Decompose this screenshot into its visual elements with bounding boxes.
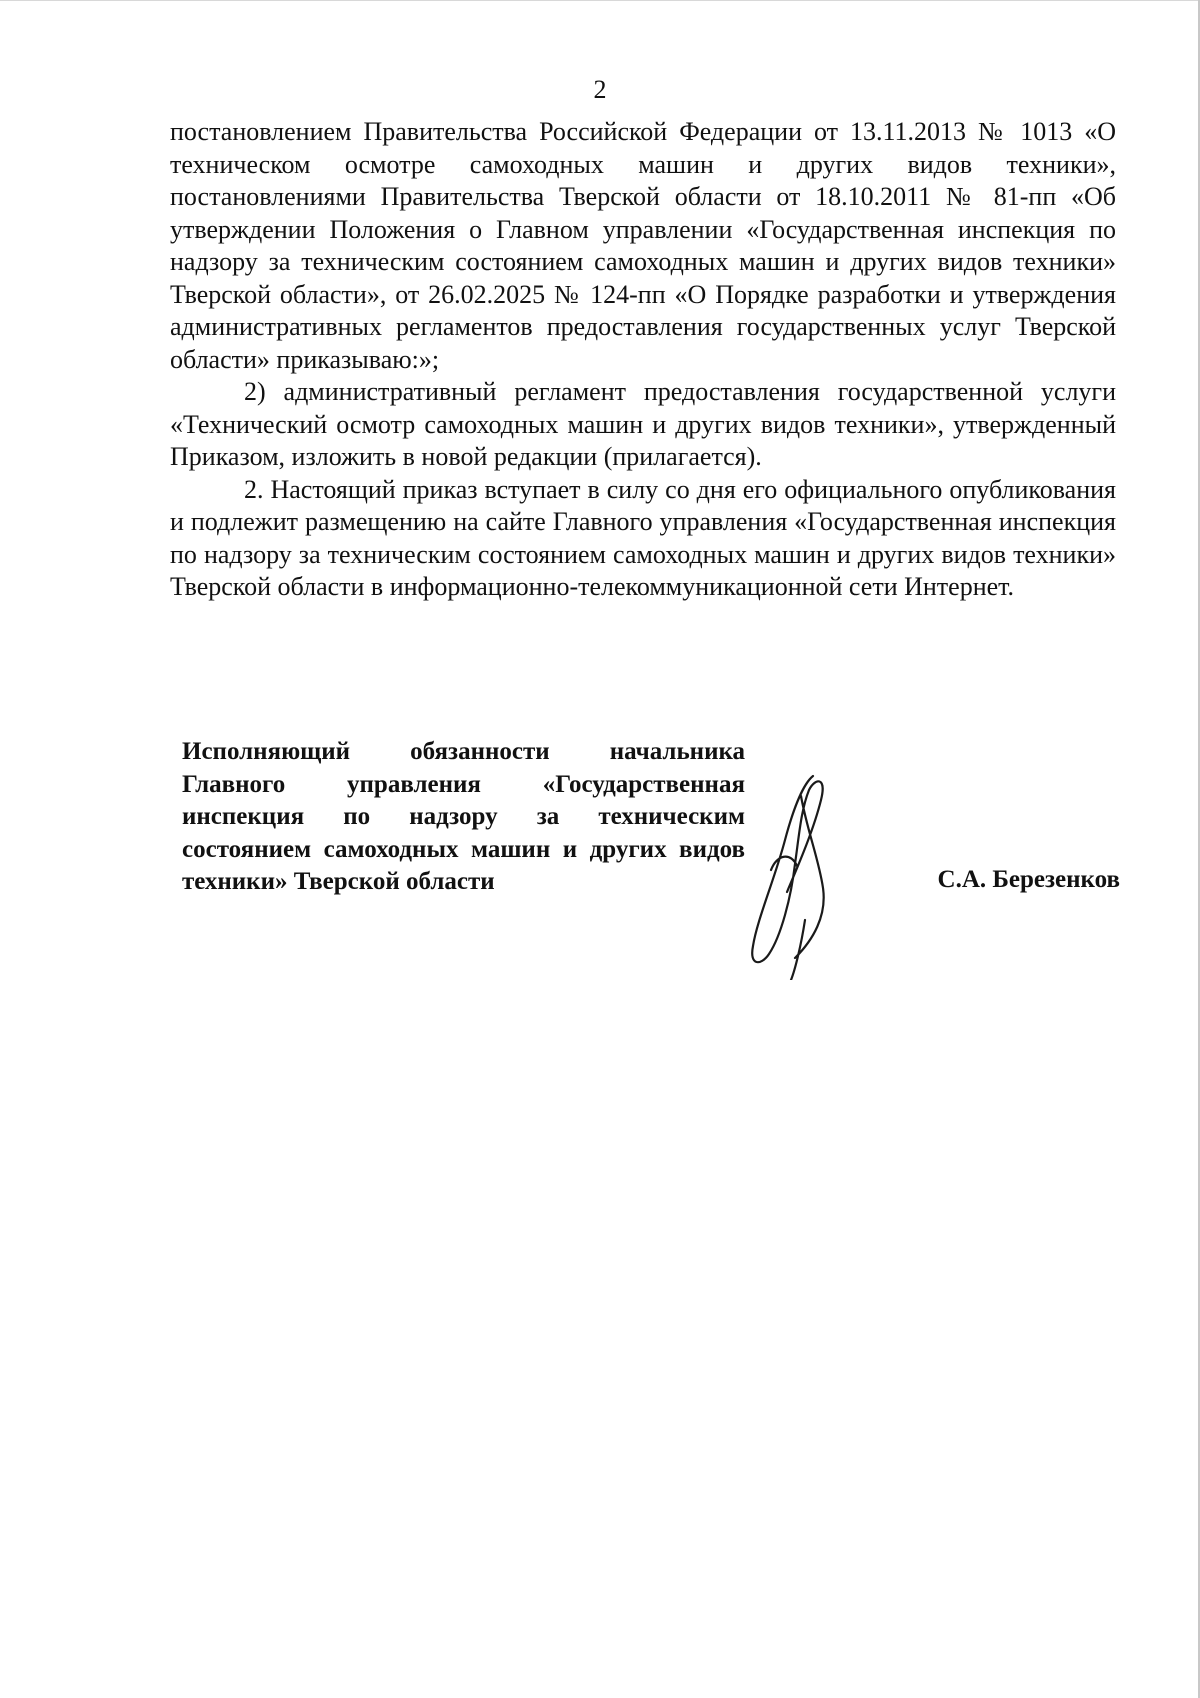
page-number: 2 <box>593 75 607 104</box>
paragraph-continuation: постановлением Правительства Российской Федерации от 13.11.2013 № 1013 «О техническом осмотре самоходных машин и других видов техники», постановлениями Правительства Тверской области от 18.10.2011 № 81-пп «Об утверждении Положения о Главном управлении «Государственная инспекция по надзору за техническим состоянием самоходных машин и других видов техники» Тверской области», от 26.02.2025 № 124-пп «О Порядке разработки и утверждения административных регламентов предоставления государственных услуг Тверской области» приказываю:»; <box>170 117 1116 374</box>
paragraph-item-2: 2) административный регламент предоставления государственной услуги «Технический осмотр самоходных машин и других видов техники», утвержденный Приказом, изложить в новой редакции (прилагается). <box>170 377 1116 471</box>
document-body <box>170 116 1116 604</box>
signatory-name: С.А. Березенков <box>937 866 1120 893</box>
signatory-position: Исполняющий обязанности начальника Главного управления «Государственная инспекция по надзору за техническим состоянием самоходных машин и других видов техники» Тверской области <box>182 738 745 895</box>
paragraph-clause-2: 2. Настоящий приказ вступает в силу со дня его официального опубликования и подлежит размещению на сайте Главного управления «Государственная инспекция по надзору за техническим состоянием самоходных машин и других видов техники» Тверской области в информационно-телекоммуникационной сети Интернет. <box>170 474 1116 601</box>
handwritten-signature <box>735 770 855 980</box>
scan-edge-top <box>0 0 1200 1</box>
